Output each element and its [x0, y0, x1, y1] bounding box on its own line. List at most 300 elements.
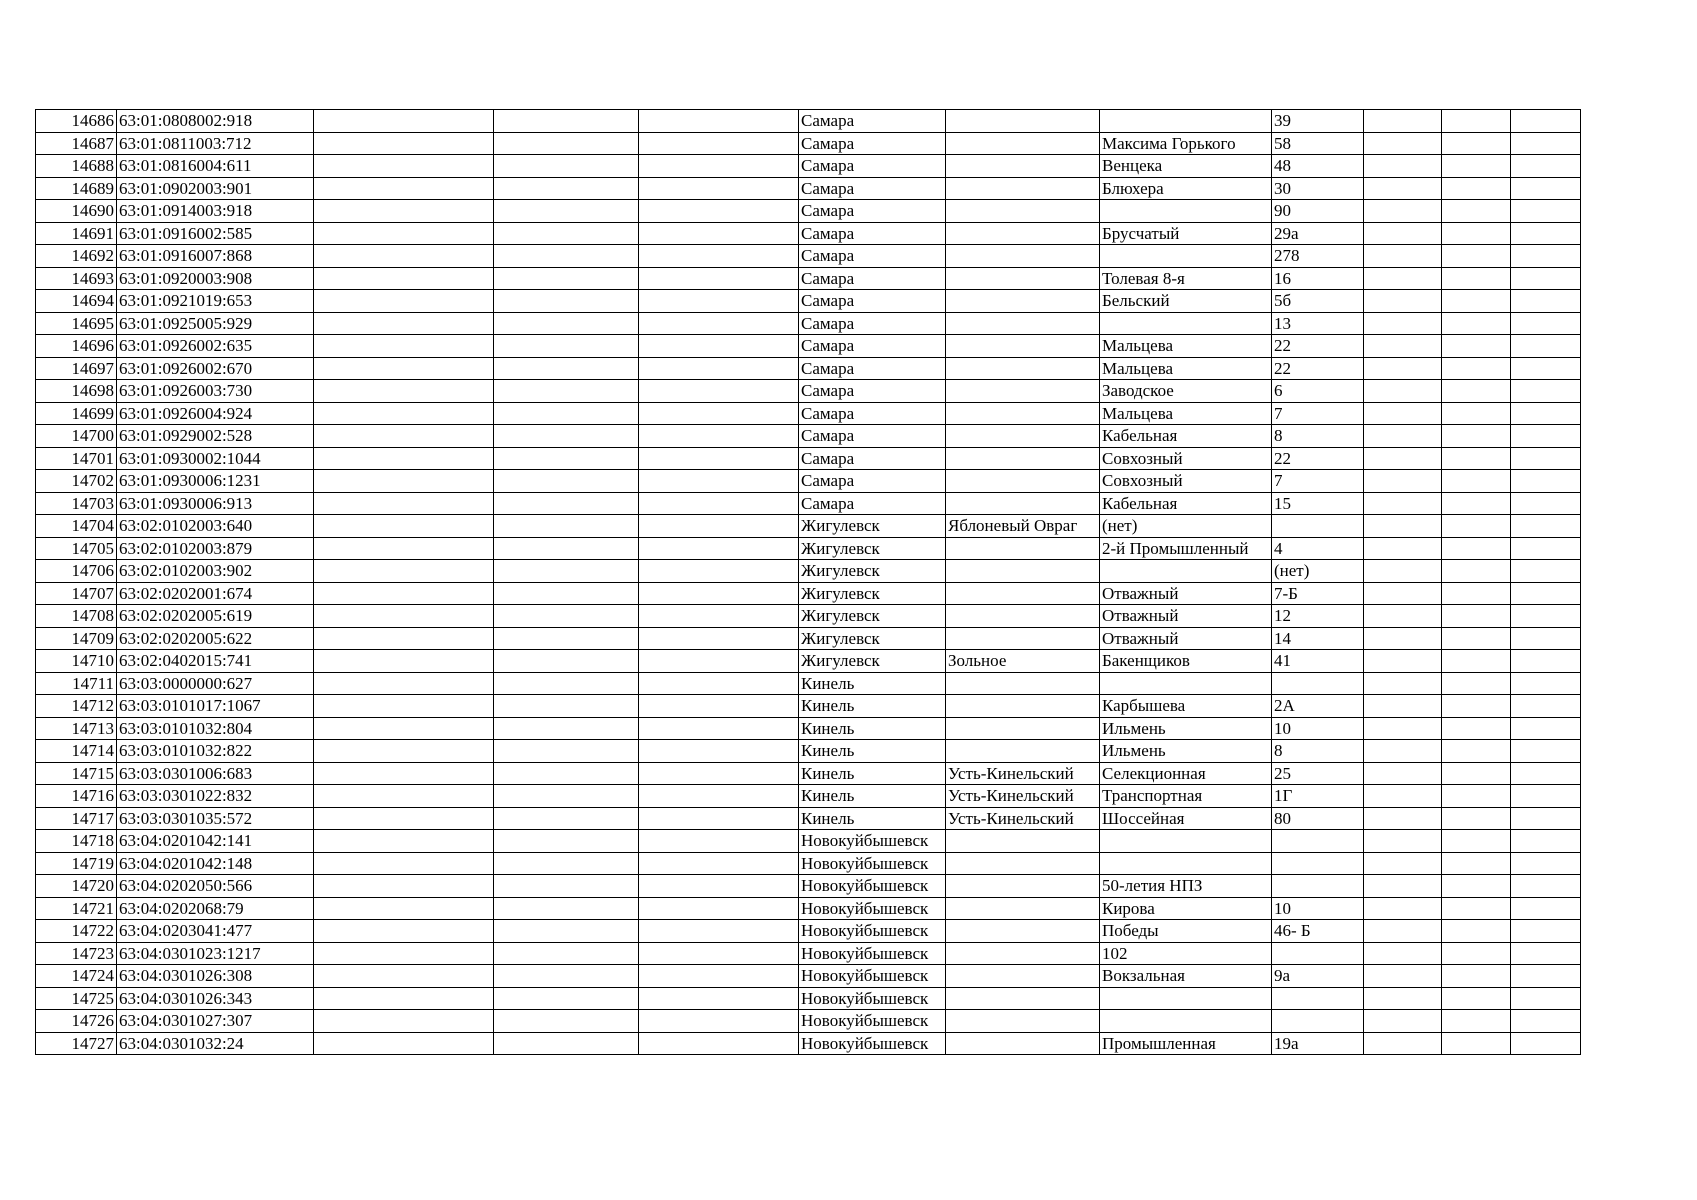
empty-cell-3: [314, 492, 494, 515]
row-number-cell: 14709: [36, 627, 117, 650]
empty-cell-12: [1511, 492, 1581, 515]
empty-cell-3: [314, 177, 494, 200]
empty-cell-12: [1511, 740, 1581, 763]
row-number-cell: 14726: [36, 1010, 117, 1033]
empty-cell-11: [1442, 515, 1511, 538]
city-cell: Новокуйбышевск: [799, 852, 946, 875]
locality-cell: [946, 942, 1100, 965]
table-row: [36, 650, 1581, 673]
empty-cell-5: [639, 740, 799, 763]
street-cell: Отважный: [1100, 582, 1272, 605]
empty-cell-10: [1364, 492, 1442, 515]
empty-cell-3: [314, 357, 494, 380]
empty-cell-12: [1511, 515, 1581, 538]
empty-cell-10: [1364, 177, 1442, 200]
city-cell: Кинель: [799, 672, 946, 695]
empty-cell-12: [1511, 672, 1581, 695]
empty-cell-11: [1442, 672, 1511, 695]
house-number-cell: 58: [1272, 132, 1364, 155]
cadastral-number-cell: 63:01:0930006:913: [117, 492, 314, 515]
locality-cell: [946, 537, 1100, 560]
locality-cell: [946, 200, 1100, 223]
locality-cell: [946, 582, 1100, 605]
cadastral-number-cell: 63:04:0202068:79: [117, 897, 314, 920]
city-cell: Самара: [799, 470, 946, 493]
city-cell: Самара: [799, 155, 946, 178]
cadastral-number-cell: 63:04:0203041:477: [117, 920, 314, 943]
empty-cell-12: [1511, 1032, 1581, 1055]
row-number-cell: 14692: [36, 245, 117, 268]
empty-cell-5: [639, 402, 799, 425]
empty-cell-12: [1511, 627, 1581, 650]
row-number-cell: 14722: [36, 920, 117, 943]
cadastral-number-cell: 63:02:0402015:741: [117, 650, 314, 673]
house-number-cell: 10: [1272, 897, 1364, 920]
empty-cell-5: [639, 245, 799, 268]
empty-cell-12: [1511, 897, 1581, 920]
cadastral-number-cell: 63:04:0301032:24: [117, 1032, 314, 1055]
empty-cell-10: [1364, 290, 1442, 313]
empty-cell-5: [639, 1010, 799, 1033]
street-cell: Брусчатый: [1100, 222, 1272, 245]
table-row: [36, 380, 1581, 403]
empty-cell-5: [639, 830, 799, 853]
row-number-cell: 14706: [36, 560, 117, 583]
empty-cell-12: [1511, 695, 1581, 718]
table-row: [36, 290, 1581, 313]
empty-cell-11: [1442, 605, 1511, 628]
table-row: [36, 312, 1581, 335]
empty-cell-11: [1442, 312, 1511, 335]
house-number-cell: 9а: [1272, 965, 1364, 988]
street-cell: (нет): [1100, 515, 1272, 538]
empty-cell-3: [314, 470, 494, 493]
empty-cell-4: [494, 875, 639, 898]
house-number-cell: 7: [1272, 402, 1364, 425]
table-row: [36, 965, 1581, 988]
house-number-cell: 13: [1272, 312, 1364, 335]
empty-cell-3: [314, 560, 494, 583]
cadastral-number-cell: 63:01:0920003:908: [117, 267, 314, 290]
table-row: [36, 695, 1581, 718]
empty-cell-4: [494, 672, 639, 695]
cadastral-number-cell: 63:01:0921019:653: [117, 290, 314, 313]
locality-cell: [946, 312, 1100, 335]
empty-cell-5: [639, 155, 799, 178]
empty-cell-10: [1364, 897, 1442, 920]
house-number-cell: 19а: [1272, 1032, 1364, 1055]
empty-cell-5: [639, 717, 799, 740]
empty-cell-4: [494, 447, 639, 470]
house-number-cell: 39: [1272, 110, 1364, 133]
cadastral-number-cell: 63:01:0816004:611: [117, 155, 314, 178]
empty-cell-4: [494, 155, 639, 178]
empty-cell-12: [1511, 537, 1581, 560]
empty-cell-4: [494, 560, 639, 583]
house-number-cell: 4: [1272, 537, 1364, 560]
empty-cell-3: [314, 1032, 494, 1055]
empty-cell-3: [314, 290, 494, 313]
street-cell: Отважный: [1100, 605, 1272, 628]
empty-cell-12: [1511, 785, 1581, 808]
locality-cell: [946, 402, 1100, 425]
locality-cell: [946, 177, 1100, 200]
house-number-cell: 12: [1272, 605, 1364, 628]
table-row: [36, 987, 1581, 1010]
table-row: [36, 762, 1581, 785]
empty-cell-11: [1442, 627, 1511, 650]
empty-cell-3: [314, 897, 494, 920]
row-number-cell: 14699: [36, 402, 117, 425]
city-cell: Самара: [799, 357, 946, 380]
empty-cell-12: [1511, 852, 1581, 875]
empty-cell-11: [1442, 830, 1511, 853]
empty-cell-10: [1364, 537, 1442, 560]
street-cell: [1100, 245, 1272, 268]
empty-cell-11: [1442, 1010, 1511, 1033]
empty-cell-3: [314, 132, 494, 155]
street-cell: Заводское: [1100, 380, 1272, 403]
empty-cell-11: [1442, 177, 1511, 200]
empty-cell-11: [1442, 785, 1511, 808]
row-number-cell: 14695: [36, 312, 117, 335]
empty-cell-11: [1442, 920, 1511, 943]
empty-cell-10: [1364, 447, 1442, 470]
empty-cell-3: [314, 695, 494, 718]
locality-cell: [946, 222, 1100, 245]
empty-cell-10: [1364, 965, 1442, 988]
row-number-cell: 14723: [36, 942, 117, 965]
empty-cell-10: [1364, 875, 1442, 898]
table-row: [36, 357, 1581, 380]
city-cell: Самара: [799, 290, 946, 313]
empty-cell-12: [1511, 177, 1581, 200]
empty-cell-4: [494, 357, 639, 380]
city-cell: Жигулевск: [799, 537, 946, 560]
empty-cell-10: [1364, 830, 1442, 853]
row-number-cell: 14711: [36, 672, 117, 695]
row-number-cell: 14691: [36, 222, 117, 245]
empty-cell-4: [494, 987, 639, 1010]
empty-cell-4: [494, 650, 639, 673]
empty-cell-12: [1511, 942, 1581, 965]
empty-cell-4: [494, 267, 639, 290]
empty-cell-11: [1442, 852, 1511, 875]
cadastral-number-cell: 63:01:0916007:868: [117, 245, 314, 268]
house-number-cell: 22: [1272, 447, 1364, 470]
empty-cell-10: [1364, 987, 1442, 1010]
city-cell: Кинель: [799, 740, 946, 763]
empty-cell-11: [1442, 1032, 1511, 1055]
table-row: [36, 875, 1581, 898]
empty-cell-10: [1364, 762, 1442, 785]
empty-cell-10: [1364, 717, 1442, 740]
empty-cell-5: [639, 200, 799, 223]
street-cell: [1100, 1010, 1272, 1033]
empty-cell-5: [639, 470, 799, 493]
empty-cell-11: [1442, 650, 1511, 673]
empty-cell-12: [1511, 245, 1581, 268]
empty-cell-3: [314, 447, 494, 470]
empty-cell-4: [494, 807, 639, 830]
city-cell: Самара: [799, 177, 946, 200]
empty-cell-5: [639, 987, 799, 1010]
city-cell: Новокуйбышевск: [799, 987, 946, 1010]
empty-cell-4: [494, 582, 639, 605]
empty-cell-5: [639, 965, 799, 988]
locality-cell: [946, 627, 1100, 650]
cadastral-number-cell: 63:01:0929002:528: [117, 425, 314, 448]
city-cell: Кинель: [799, 785, 946, 808]
city-cell: Новокуйбышевск: [799, 965, 946, 988]
empty-cell-12: [1511, 447, 1581, 470]
house-number-cell: 7: [1272, 470, 1364, 493]
cadastral-number-cell: 63:03:0301035:572: [117, 807, 314, 830]
empty-cell-3: [314, 200, 494, 223]
city-cell: Самара: [799, 267, 946, 290]
empty-cell-5: [639, 357, 799, 380]
empty-cell-3: [314, 627, 494, 650]
empty-cell-12: [1511, 965, 1581, 988]
house-number-cell: 5б: [1272, 290, 1364, 313]
row-number-cell: 14698: [36, 380, 117, 403]
locality-cell: [946, 830, 1100, 853]
empty-cell-10: [1364, 470, 1442, 493]
empty-cell-3: [314, 312, 494, 335]
empty-cell-10: [1364, 560, 1442, 583]
table-row: [36, 627, 1581, 650]
empty-cell-10: [1364, 222, 1442, 245]
street-cell: Шоссейная: [1100, 807, 1272, 830]
empty-cell-10: [1364, 245, 1442, 268]
empty-cell-3: [314, 605, 494, 628]
house-number-cell: [1272, 942, 1364, 965]
street-cell: Промышленная: [1100, 1032, 1272, 1055]
empty-cell-10: [1364, 312, 1442, 335]
city-cell: Новокуйбышевск: [799, 1032, 946, 1055]
empty-cell-5: [639, 380, 799, 403]
empty-cell-10: [1364, 582, 1442, 605]
locality-cell: Усть-Кинельский: [946, 785, 1100, 808]
row-number-cell: 14688: [36, 155, 117, 178]
house-number-cell: 46- Б: [1272, 920, 1364, 943]
empty-cell-4: [494, 740, 639, 763]
empty-cell-12: [1511, 1010, 1581, 1033]
empty-cell-5: [639, 537, 799, 560]
empty-cell-11: [1442, 357, 1511, 380]
house-number-cell: 2А: [1272, 695, 1364, 718]
empty-cell-3: [314, 335, 494, 358]
city-cell: Новокуйбышевск: [799, 897, 946, 920]
data-table: [35, 109, 1581, 1055]
row-number-cell: 14715: [36, 762, 117, 785]
street-cell: Мальцева: [1100, 335, 1272, 358]
empty-cell-10: [1364, 425, 1442, 448]
street-cell: [1100, 200, 1272, 223]
table-row: [36, 560, 1581, 583]
house-number-cell: (нет): [1272, 560, 1364, 583]
cadastral-number-cell: 63:04:0301026:308: [117, 965, 314, 988]
empty-cell-5: [639, 582, 799, 605]
row-number-cell: 14718: [36, 830, 117, 853]
cadastral-number-cell: 63:01:0808002:918: [117, 110, 314, 133]
locality-cell: [946, 132, 1100, 155]
empty-cell-12: [1511, 200, 1581, 223]
empty-cell-11: [1442, 897, 1511, 920]
city-cell: Новокуйбышевск: [799, 1010, 946, 1033]
locality-cell: [946, 1032, 1100, 1055]
cadastral-number-cell: 63:01:0916002:585: [117, 222, 314, 245]
street-cell: Кабельная: [1100, 425, 1272, 448]
locality-cell: [946, 335, 1100, 358]
house-number-cell: 6: [1272, 380, 1364, 403]
street-cell: [1100, 110, 1272, 133]
locality-cell: [946, 740, 1100, 763]
row-number-cell: 14725: [36, 987, 117, 1010]
locality-cell: [946, 920, 1100, 943]
row-number-cell: 14686: [36, 110, 117, 133]
empty-cell-10: [1364, 267, 1442, 290]
empty-cell-4: [494, 425, 639, 448]
house-number-cell: 1Г: [1272, 785, 1364, 808]
empty-cell-5: [639, 605, 799, 628]
locality-cell: [946, 380, 1100, 403]
empty-cell-11: [1442, 335, 1511, 358]
row-number-cell: 14690: [36, 200, 117, 223]
empty-cell-3: [314, 920, 494, 943]
locality-cell: [946, 447, 1100, 470]
empty-cell-5: [639, 785, 799, 808]
empty-cell-4: [494, 852, 639, 875]
city-cell: Жигулевск: [799, 627, 946, 650]
empty-cell-11: [1442, 380, 1511, 403]
house-number-cell: 15: [1272, 492, 1364, 515]
empty-cell-11: [1442, 245, 1511, 268]
empty-cell-5: [639, 447, 799, 470]
empty-cell-5: [639, 267, 799, 290]
row-number-cell: 14714: [36, 740, 117, 763]
empty-cell-10: [1364, 650, 1442, 673]
empty-cell-11: [1442, 740, 1511, 763]
empty-cell-5: [639, 942, 799, 965]
cadastral-number-cell: 63:03:0101032:822: [117, 740, 314, 763]
street-cell: Вокзальная: [1100, 965, 1272, 988]
empty-cell-5: [639, 492, 799, 515]
empty-cell-4: [494, 335, 639, 358]
empty-cell-11: [1442, 267, 1511, 290]
house-number-cell: 22: [1272, 357, 1364, 380]
empty-cell-10: [1364, 357, 1442, 380]
empty-cell-12: [1511, 987, 1581, 1010]
empty-cell-10: [1364, 627, 1442, 650]
house-number-cell: [1272, 875, 1364, 898]
empty-cell-11: [1442, 155, 1511, 178]
row-number-cell: 14719: [36, 852, 117, 875]
empty-cell-10: [1364, 942, 1442, 965]
house-number-cell: 8: [1272, 425, 1364, 448]
city-cell: Самара: [799, 222, 946, 245]
empty-cell-11: [1442, 402, 1511, 425]
row-number-cell: 14724: [36, 965, 117, 988]
empty-cell-10: [1364, 132, 1442, 155]
empty-cell-5: [639, 897, 799, 920]
city-cell: Жигулевск: [799, 650, 946, 673]
street-cell: Кабельная: [1100, 492, 1272, 515]
empty-cell-12: [1511, 762, 1581, 785]
empty-cell-3: [314, 672, 494, 695]
empty-cell-4: [494, 920, 639, 943]
locality-cell: [946, 267, 1100, 290]
city-cell: Самара: [799, 447, 946, 470]
row-number-cell: 14716: [36, 785, 117, 808]
cadastral-number-cell: 63:03:0101017:1067: [117, 695, 314, 718]
row-number-cell: 14713: [36, 717, 117, 740]
empty-cell-4: [494, 380, 639, 403]
table-row: [36, 132, 1581, 155]
locality-cell: [946, 965, 1100, 988]
house-number-cell: [1272, 987, 1364, 1010]
street-cell: [1100, 852, 1272, 875]
empty-cell-11: [1442, 875, 1511, 898]
table-row: [36, 200, 1581, 223]
empty-cell-3: [314, 537, 494, 560]
table-row: [36, 470, 1581, 493]
empty-cell-11: [1442, 222, 1511, 245]
row-number-cell: 14710: [36, 650, 117, 673]
empty-cell-12: [1511, 222, 1581, 245]
empty-cell-10: [1364, 155, 1442, 178]
empty-cell-12: [1511, 132, 1581, 155]
empty-cell-3: [314, 267, 494, 290]
row-number-cell: 14694: [36, 290, 117, 313]
city-cell: Кинель: [799, 717, 946, 740]
table-row: [36, 582, 1581, 605]
street-cell: Максима Горького: [1100, 132, 1272, 155]
empty-cell-4: [494, 245, 639, 268]
row-number-cell: 14689: [36, 177, 117, 200]
locality-cell: [946, 1010, 1100, 1033]
empty-cell-5: [639, 312, 799, 335]
street-cell: Ильмень: [1100, 717, 1272, 740]
empty-cell-3: [314, 762, 494, 785]
empty-cell-12: [1511, 267, 1581, 290]
city-cell: Новокуйбышевск: [799, 942, 946, 965]
empty-cell-4: [494, 1010, 639, 1033]
empty-cell-11: [1442, 425, 1511, 448]
table-row: [36, 492, 1581, 515]
house-number-cell: 25: [1272, 762, 1364, 785]
city-cell: Жигулевск: [799, 582, 946, 605]
empty-cell-11: [1442, 290, 1511, 313]
empty-cell-4: [494, 627, 639, 650]
empty-cell-4: [494, 110, 639, 133]
empty-cell-10: [1364, 335, 1442, 358]
empty-cell-3: [314, 402, 494, 425]
empty-cell-4: [494, 785, 639, 808]
empty-cell-4: [494, 402, 639, 425]
locality-cell: Усть-Кинельский: [946, 762, 1100, 785]
street-cell: [1100, 672, 1272, 695]
empty-cell-4: [494, 942, 639, 965]
locality-cell: Зольное: [946, 650, 1100, 673]
empty-cell-3: [314, 380, 494, 403]
house-number-cell: [1272, 852, 1364, 875]
empty-cell-12: [1511, 402, 1581, 425]
empty-cell-4: [494, 492, 639, 515]
cadastral-number-cell: 63:02:0202001:674: [117, 582, 314, 605]
cadastral-number-cell: 63:01:0930006:1231: [117, 470, 314, 493]
locality-cell: [946, 470, 1100, 493]
